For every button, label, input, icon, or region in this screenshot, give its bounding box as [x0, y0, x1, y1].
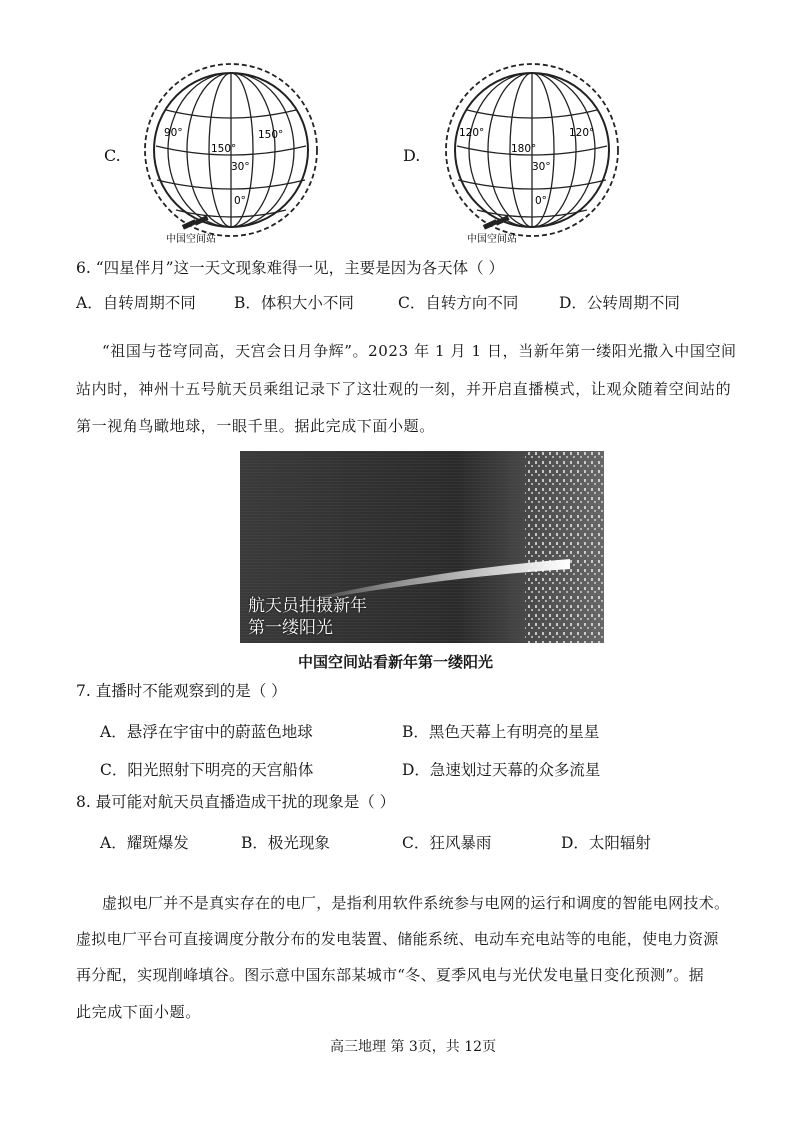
sunlight-photo	[240, 451, 604, 643]
label-top-right: 150°	[258, 129, 284, 141]
passage1-line2: 站内时，神州十五号航天员乘组记录下了这壮观的一刻，并开启直播模式，让观众随着空间站的	[76, 380, 732, 398]
photo-overlay-text	[248, 595, 367, 639]
q7-option-c: C．阳光照射下明亮的天宫船体	[100, 761, 314, 779]
passage2-line1: 虚拟电厂并不是真实存在的电厂，是指利用软件系统参与电网的运行和调度的智能电网技术。	[102, 894, 730, 912]
q7-stem: 7. 直播时不能观察到的是（ ）	[76, 682, 287, 700]
q6-option-b: B．体积大小不同	[234, 294, 354, 312]
q7-option-a: A．悬浮在宇宙中的蔚蓝色地球	[100, 723, 313, 741]
globe-figure-c	[136, 62, 326, 252]
q7-option-d: D．急速划过天幕的众多流星	[402, 761, 601, 779]
station-structure	[525, 451, 604, 643]
label-lat30: 30°	[231, 161, 250, 173]
q8-stem: 8. 最可能对航天员直播造成干扰的现象是（ ）	[76, 793, 396, 811]
label-lat30: 30°	[532, 161, 551, 173]
globe-d-svg	[437, 62, 627, 252]
q7-option-b: B．黑色天幕上有明亮的星星	[402, 723, 600, 741]
q8-option-b: B．极光现象	[241, 834, 330, 852]
q6-option-c: C．自转方向不同	[398, 294, 519, 312]
label-top-left: 120°	[459, 127, 485, 139]
station-label: 中国空间站	[467, 234, 517, 245]
photo-caption: 中国空间站看新年第一缕阳光	[298, 653, 494, 671]
passage2-line2: 虚拟电厂平台可直接调度分散分布的发电装置、储能系统、电动车充电站等的电能，使电力资源	[76, 930, 719, 948]
q8-option-c: C．狂风暴雨	[402, 834, 492, 852]
option-c-letter: C.	[104, 146, 121, 165]
passage1-line3: 第一视角鸟瞰地球，一眼千里。据此完成下面小题。	[76, 417, 435, 435]
page-footer: 高三地理 第 3页，共 12页	[330, 1039, 497, 1055]
label-equator: 0°	[234, 195, 246, 207]
station-label: 中国空间站	[166, 234, 216, 245]
label-top-right: 120°	[569, 127, 595, 139]
label-equator: 0°	[535, 195, 547, 207]
option-d-letter: D.	[403, 146, 421, 165]
q8-option-d: D．太阳辐射	[561, 834, 651, 852]
label-center-meridian: 150°	[211, 143, 237, 155]
label-center-meridian: 180°	[511, 143, 537, 155]
globe-c-svg	[136, 62, 326, 252]
q6-stem: 6. “四星伴月”这一天文现象难得一见，主要是因为各天体（ ）	[76, 259, 504, 277]
passage2-line3: 再分配，实现削峰填谷。图示意中国东部某城市“冬、夏季风电与光伏发电量日变化预测”。据	[76, 966, 704, 984]
label-top-left: 90°	[164, 127, 183, 139]
q8-option-a: A．耀斑爆发	[100, 834, 189, 852]
passage2-line4: 此完成下面小题。	[76, 1003, 201, 1021]
q6-option-a: A．自转周期不同	[76, 294, 196, 312]
overlay-line-2: 第一缕阳光	[248, 618, 333, 638]
globe-figure-d	[437, 62, 627, 252]
overlay-line-1: 航天员拍摄新年	[248, 596, 367, 616]
q6-option-d: D．公转周期不同	[559, 294, 680, 312]
passage1-line1: “祖国与苍穹同高，天宫会日月争辉”。2023 年 1 月 1 日，当新年第一缕阳光撒入中国空间	[102, 342, 737, 360]
